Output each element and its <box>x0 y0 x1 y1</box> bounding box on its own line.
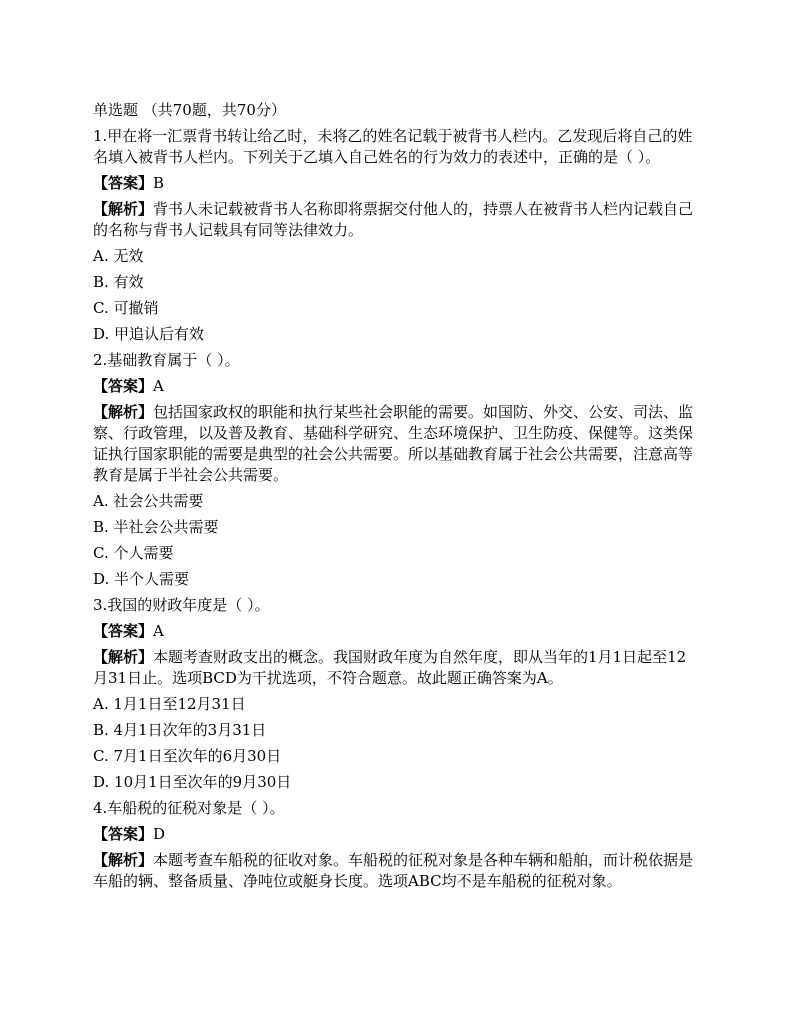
analysis-tag: 【解析】 <box>93 648 154 666</box>
answer-line <box>93 376 701 397</box>
option-b: B. 有效 <box>93 273 144 291</box>
question-stem: 4.车船税的征税对象是（ ）。 <box>93 799 285 817</box>
option-a: A. 1月1日至12月31日 <box>93 695 246 713</box>
option-d: D. 10月1日至次年的9月30日 <box>93 773 292 791</box>
answer-tag: 【答案】 <box>93 825 154 843</box>
answer-line <box>93 173 701 194</box>
question-stem: 2.基础教育属于（ ）。 <box>93 351 240 369</box>
option-a: A. 无效 <box>93 247 144 265</box>
question-4 <box>93 798 701 892</box>
answer-value: A <box>153 377 164 395</box>
question-2 <box>93 350 701 590</box>
option-c: C. 可撤销 <box>93 299 159 317</box>
analysis-tag: 【解析】 <box>93 403 154 421</box>
answer-tag: 【答案】 <box>93 377 154 395</box>
option-c: C. 个人需要 <box>93 544 174 562</box>
analysis-text: 本题考查财政支出的概念。我国财政年度为自然年度，即从当年的1月1日起至12月31日止。选项BCD为干扰选项，不符合题意。故此题正确答案为A。 <box>93 648 687 687</box>
option-b: B. 4月1日次年的3月31日 <box>93 721 267 739</box>
question-stem: 3.我国的财政年度是（ ）。 <box>93 596 270 614</box>
option-d: D. 甲追认后有效 <box>93 325 205 343</box>
analysis-line <box>93 850 701 892</box>
answer-value: D <box>153 825 166 843</box>
answer-line <box>93 824 701 845</box>
option-a: A. 社会公共需要 <box>93 492 204 510</box>
question-3 <box>93 595 701 793</box>
analysis-text: 本题考查车船税的征收对象。车船税的征税对象是各种车辆和船舶，而计税依据是车船的辆、整备质量、净吨位或艇身长度。选项ABC均不是车船税的征税对象。 <box>93 851 694 890</box>
option-b: B. 半社会公共需要 <box>93 518 219 536</box>
analysis-tag: 【解析】 <box>93 851 154 869</box>
question-1 <box>93 126 701 345</box>
analysis-text: 背书人未记载被背书人名称即将票据交付他人的，持票人在被背书人栏内记载自己的名称与背书人记载具有同等法律效力。 <box>93 200 694 239</box>
document-page <box>93 100 701 897</box>
answer-value: B <box>153 174 165 192</box>
analysis-text: 包括国家政权的职能和执行某些社会职能的需要。如国防、外交、公安、司法、监察、行政管理，以及普及教育、基础科学研究、生态环境保护、卫生防疫、保健等。这类保证执行国家职能的需要是典型的社会公共需要。所以基础教育属于社会公共需要，注意高等教育是属于半社会公共需要。 <box>93 403 694 484</box>
option-d: D. 半个人需要 <box>93 570 190 588</box>
analysis-line <box>93 402 701 486</box>
answer-value: A <box>153 622 164 640</box>
section-title: 单选题 （共70题，共70分） <box>93 101 286 119</box>
option-c: C. 7月1日至次年的6月30日 <box>93 747 282 765</box>
analysis-tag: 【解析】 <box>93 200 154 218</box>
answer-tag: 【答案】 <box>93 622 154 640</box>
answer-tag: 【答案】 <box>93 174 154 192</box>
question-stem: 1.甲在将一汇票背书转让给乙时，未将乙的姓名记载于被背书人栏内。乙发现后将自己的姓名填入被背书人栏内。下列关于乙填入自己姓名的行为效力的表述中，正确的是（ ）。 <box>93 127 693 166</box>
analysis-line <box>93 647 701 689</box>
answer-line <box>93 621 701 642</box>
analysis-line <box>93 199 701 241</box>
